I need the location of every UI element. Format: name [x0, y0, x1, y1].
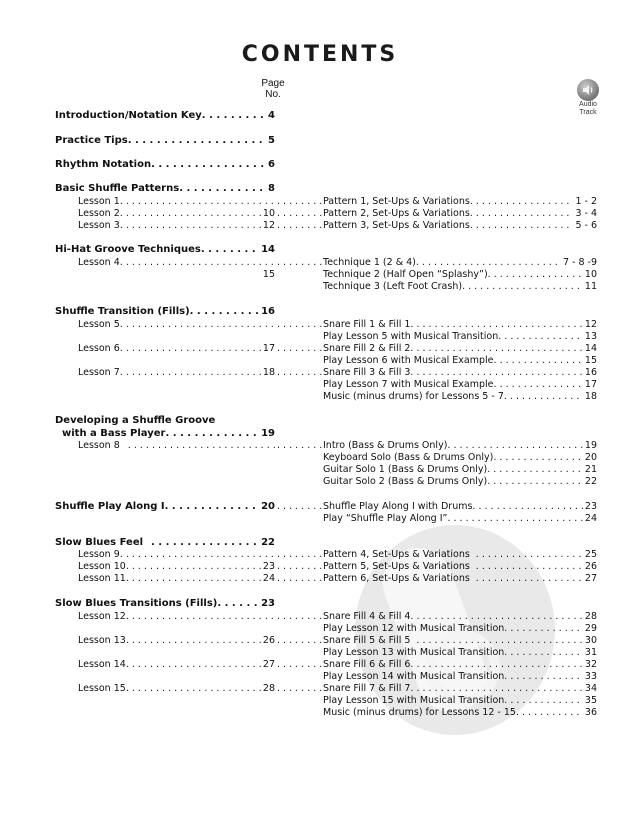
track-number: 19 — [584, 440, 597, 451]
leader-dots — [494, 355, 583, 367]
leader-dots — [120, 319, 275, 331]
lesson-10[interactable] — [78, 561, 275, 573]
lesson-page: 12 — [262, 220, 275, 231]
toc-section-slow-blues-transitions[interactable] — [55, 598, 275, 610]
track-row[interactable] — [323, 683, 597, 695]
section-title: Shuffle Transition (Fills) — [55, 306, 190, 317]
leader-dots — [201, 244, 259, 256]
leader-dots — [516, 707, 583, 719]
section-page: 8 — [268, 183, 275, 194]
toc-section-basic-shuffle[interactable] — [55, 183, 275, 195]
track-title: Guitar Solo 1 (Bass & Drums Only) — [323, 464, 488, 475]
track-number: 28 — [584, 611, 597, 622]
leader-dots — [277, 683, 323, 695]
leader-dots — [447, 513, 582, 525]
track-number: 1 - 2 — [575, 196, 597, 207]
track-title: Play Lesson 7 with Musical Example — [323, 379, 494, 390]
track-title: Technique 3 (Left Foot Crash) — [323, 281, 463, 292]
track-title: Intro (Bass & Drums Only) — [323, 440, 448, 451]
toc-section-shuffle-play-along[interactable] — [55, 501, 275, 513]
lesson-1[interactable] — [78, 196, 275, 208]
track-title: Pattern 1, Set-Ups & Variations — [323, 196, 470, 207]
leader-dots — [120, 257, 275, 269]
track-row[interactable] — [323, 331, 597, 343]
track-number: 20 — [584, 452, 597, 463]
track-row[interactable] — [323, 343, 597, 355]
leader-dots — [504, 695, 583, 707]
track-title: Play Lesson 13 with Musical Transition — [323, 647, 505, 658]
leader-dots — [165, 501, 259, 513]
track-number: 21 — [584, 464, 597, 475]
track-title: Play Lesson 12 with Musical Transition — [323, 623, 505, 634]
leader-dots — [179, 183, 266, 195]
track-title: Snare Fill 3 & Fill 3 — [323, 367, 411, 378]
track-row[interactable] — [323, 647, 597, 659]
lesson-label: Lesson 12 — [78, 611, 126, 622]
track-number: 3 - 4 — [575, 208, 597, 219]
track-title: Pattern 6, Set-Ups & Variations — [323, 573, 470, 584]
leader-dots — [410, 367, 583, 379]
leader-dots — [120, 343, 261, 355]
leader-dots — [410, 611, 583, 623]
toc-section-introduction[interactable] — [55, 110, 275, 122]
track-row[interactable] — [323, 196, 597, 208]
track-row[interactable] — [323, 561, 597, 573]
track-row[interactable] — [323, 379, 597, 391]
track-number: 18 — [584, 391, 597, 402]
lesson-label: Lesson 7 — [78, 367, 120, 378]
track-title: Pattern 2, Set-Ups & Variations — [323, 208, 470, 219]
lesson-4[interactable] — [78, 257, 275, 269]
leader-dots — [504, 671, 583, 683]
leader-dots — [470, 549, 583, 561]
leader-dots — [410, 683, 583, 695]
leader-dots — [165, 428, 259, 440]
track-title: Technique 2 (Half Open “Splashy”) — [323, 269, 488, 280]
audio-label-line2: Track — [579, 109, 597, 116]
section-page: 6 — [268, 159, 275, 170]
leader-dots — [120, 208, 261, 220]
section-title-line2: with a Bass Player — [62, 428, 166, 439]
section-title: Practice Tips — [55, 135, 128, 146]
section-title: Developing a Shuffle Groove — [55, 415, 216, 426]
section-page: 16 — [261, 306, 275, 317]
leader-dots — [277, 549, 323, 561]
lesson-page: 27 — [262, 659, 275, 670]
track-row[interactable] — [323, 367, 597, 379]
track-row[interactable] — [323, 513, 597, 525]
leader-dots — [470, 573, 583, 585]
track-title: Snare Fill 6 & Fill 6 — [323, 659, 411, 670]
track-row[interactable] — [323, 257, 597, 269]
lesson-label: Lesson 5 — [78, 319, 120, 330]
leader-dots — [470, 561, 583, 573]
page-no-header — [252, 78, 294, 100]
lesson-page: 28 — [262, 683, 275, 694]
track-number: 26 — [584, 561, 597, 572]
track-number: 17 — [584, 379, 597, 390]
leader-dots — [470, 208, 574, 220]
speaker-icon — [577, 79, 599, 101]
track-title: Snare Fill 5 & Fill 5 — [323, 635, 411, 646]
track-row[interactable] — [323, 440, 597, 452]
leader-dots — [190, 306, 259, 318]
track-number: 14 — [584, 343, 597, 354]
track-title: Music (minus drums) for Lessons 12 - 15 — [323, 707, 516, 718]
lesson-label: Lesson 14 — [78, 659, 126, 670]
section-title: Slow Blues Feel — [55, 537, 144, 548]
leader-dots — [126, 573, 261, 585]
track-number: 5 - 6 — [575, 220, 597, 231]
track-number: 34 — [584, 683, 597, 694]
lesson-13[interactable] — [78, 635, 275, 647]
lesson-page: 15 — [262, 269, 275, 280]
leader-dots — [120, 549, 275, 561]
section-page: 14 — [261, 244, 275, 255]
page-title: CONTENTS — [241, 42, 399, 67]
leader-dots — [277, 343, 323, 355]
section-title: Shuffle Play Along I — [55, 501, 165, 512]
audio-label-line1: Audio — [579, 101, 597, 108]
leader-dots — [488, 269, 583, 281]
leader-dots — [472, 501, 582, 513]
track-row[interactable] — [323, 611, 597, 623]
leader-dots — [151, 159, 266, 171]
track-number: 23 — [584, 501, 597, 512]
track-number: 30 — [584, 635, 597, 646]
leader-dots — [277, 501, 323, 513]
section-title: Basic Shuffle Patterns — [55, 183, 180, 194]
track-number: 10 — [584, 269, 597, 280]
toc-section-practice-tips[interactable] — [55, 135, 275, 147]
leader-dots — [504, 647, 583, 659]
track-title: Play Lesson 14 with Musical Transition — [323, 671, 505, 682]
track-title: Music (minus drums) for Lessons 5 - 7 — [323, 391, 504, 402]
leader-dots — [277, 257, 323, 269]
track-row[interactable] — [323, 501, 597, 513]
section-title: Slow Blues Transitions (Fills) — [55, 598, 218, 609]
leader-dots — [277, 635, 323, 647]
leader-dots — [410, 635, 583, 647]
track-row[interactable] — [323, 355, 597, 367]
track-row[interactable] — [323, 476, 597, 488]
lesson-label: Lesson 3 — [78, 220, 120, 231]
track-title: Snare Fill 4 & Fill 4 — [323, 611, 411, 622]
leader-dots — [277, 208, 323, 220]
section-page: 5 — [268, 135, 275, 146]
lesson-8[interactable] — [78, 440, 275, 452]
track-row[interactable] — [323, 269, 597, 281]
leader-dots — [277, 659, 323, 671]
leader-dots — [410, 319, 583, 331]
page-no-line1: Page — [261, 78, 285, 89]
lesson-label: Lesson 2 — [78, 208, 120, 219]
lesson-page: 24 — [262, 573, 275, 584]
track-row[interactable] — [323, 549, 597, 561]
leader-dots — [217, 598, 259, 610]
lesson-9[interactable] — [78, 549, 275, 561]
track-row[interactable] — [323, 391, 597, 403]
lesson-11[interactable] — [78, 573, 275, 585]
track-row[interactable] — [323, 623, 597, 635]
section-page: 22 — [261, 537, 275, 548]
leader-dots — [277, 367, 323, 379]
leader-dots — [493, 452, 583, 464]
track-number: 33 — [584, 671, 597, 682]
track-row[interactable] — [323, 695, 597, 707]
leader-dots — [410, 343, 583, 355]
section-title: Hi-Hat Groove Techniques — [55, 244, 201, 255]
lesson-page: 10 — [262, 208, 275, 219]
leader-dots — [277, 611, 323, 623]
track-title: Keyboard Solo (Bass & Drums Only) — [323, 452, 494, 463]
leader-dots — [126, 659, 261, 671]
lesson-label: Lesson 10 — [78, 561, 126, 572]
leader-dots — [120, 196, 275, 208]
track-title: Snare Fill 7 & Fill 7 — [323, 683, 411, 694]
track-row[interactable] — [323, 635, 597, 647]
track-number: 29 — [584, 623, 597, 634]
track-row[interactable] — [323, 707, 597, 719]
track-row[interactable] — [323, 573, 597, 585]
track-number: 12 — [584, 319, 597, 330]
track-title: Technique 1 (2 & 4) — [323, 257, 416, 268]
track-number: 11 — [584, 281, 597, 292]
leader-dots — [277, 561, 323, 573]
leader-dots — [143, 537, 259, 549]
leader-dots — [126, 561, 261, 573]
track-number: 35 — [584, 695, 597, 706]
leader-dots — [277, 440, 323, 452]
toc-section-developing-heading[interactable] — [55, 415, 275, 427]
lesson-label: Lesson 11 — [78, 573, 126, 584]
leader-dots — [128, 135, 266, 147]
track-number: 32 — [584, 659, 597, 670]
leader-dots — [277, 220, 323, 232]
leader-dots — [126, 611, 275, 623]
track-title: Pattern 5, Set-Ups & Variations — [323, 561, 470, 572]
lesson-label: Lesson 4 — [78, 257, 120, 268]
lesson-label: Lesson 15 — [78, 683, 126, 694]
track-row[interactable] — [323, 281, 597, 293]
track-number: 16 — [584, 367, 597, 378]
leader-dots — [120, 367, 261, 379]
audio-track-header — [574, 79, 602, 117]
lesson-page: 26 — [262, 635, 275, 646]
track-title: Shuffle Play Along I with Drums — [323, 501, 473, 512]
leader-dots — [504, 391, 583, 403]
track-number: 7 - 8 -9 — [562, 257, 597, 268]
track-number: 13 — [584, 331, 597, 342]
lesson-12[interactable] — [78, 611, 275, 623]
lesson-14[interactable] — [78, 659, 275, 671]
track-number: 36 — [584, 707, 597, 718]
track-number: 15 — [584, 355, 597, 366]
track-title: Play “Shuffle Play Along I” — [323, 513, 448, 524]
leader-dots — [470, 220, 574, 232]
track-row[interactable] — [323, 464, 597, 476]
lesson-15[interactable] — [78, 683, 275, 695]
leader-dots — [120, 220, 261, 232]
toc-section-shuffle-transition[interactable] — [55, 306, 275, 318]
track-number: 27 — [584, 573, 597, 584]
lesson-page: 18 — [262, 367, 275, 378]
track-row[interactable] — [323, 452, 597, 464]
lesson-page: 17 — [262, 343, 275, 354]
leader-dots — [470, 196, 574, 208]
leader-dots — [126, 635, 261, 647]
track-title: Snare Fill 2 & Fill 2 — [323, 343, 411, 354]
leader-dots — [120, 440, 275, 452]
section-page: 23 — [261, 598, 275, 609]
track-title: Play Lesson 5 with Musical Transition — [323, 331, 499, 342]
toc-section-rhythm-notation[interactable] — [55, 159, 275, 171]
track-number: 22 — [584, 476, 597, 487]
section-page: 4 — [268, 110, 275, 121]
leader-dots — [487, 464, 583, 476]
leader-dots — [126, 683, 261, 695]
lesson-label: Lesson 6 — [78, 343, 120, 354]
leader-dots — [277, 573, 323, 585]
track-title: Guitar Solo 2 (Bass & Drums Only) — [323, 476, 488, 487]
page-no-line2: No. — [265, 89, 281, 100]
section-page: 19 — [261, 428, 275, 439]
toc-section-slow-blues-feel[interactable] — [55, 537, 275, 549]
leader-dots — [410, 659, 583, 671]
leader-dots — [277, 196, 323, 208]
lesson-label: Lesson 8 — [78, 440, 120, 451]
track-title: Pattern 3, Set-Ups & Variations — [323, 220, 470, 231]
track-number: 24 — [584, 513, 597, 524]
section-page: 20 — [261, 501, 275, 512]
lesson-3[interactable] — [78, 220, 275, 232]
leader-dots — [202, 110, 266, 122]
track-number: 31 — [584, 647, 597, 658]
lesson-5[interactable] — [78, 319, 275, 331]
lesson-page: 23 — [262, 561, 275, 572]
lesson-6[interactable] — [78, 343, 275, 355]
lesson-label: Lesson 1 — [78, 196, 120, 207]
track-row[interactable] — [323, 319, 597, 331]
leader-dots — [447, 440, 583, 452]
lesson-2[interactable] — [78, 208, 275, 220]
lesson-7[interactable] — [78, 367, 275, 379]
track-title: Play Lesson 6 with Musical Example — [323, 355, 494, 366]
lesson-label: Lesson 9 — [78, 549, 120, 560]
track-row[interactable] — [323, 671, 597, 683]
track-title: Play Lesson 15 with Musical Transition — [323, 695, 505, 706]
leader-dots — [498, 331, 583, 343]
lesson-label: Lesson 13 — [78, 635, 126, 646]
track-row[interactable] — [323, 659, 597, 671]
track-title: Snare Fill 1 & Fill 1 — [323, 319, 411, 330]
track-row[interactable] — [323, 208, 597, 220]
track-number: 25 — [584, 549, 597, 560]
leader-dots — [494, 379, 583, 391]
toc-section-developing[interactable] — [62, 428, 275, 440]
leader-dots — [277, 319, 323, 331]
leader-dots — [487, 476, 583, 488]
track-title: Pattern 4, Set-Ups & Variations — [323, 549, 470, 560]
section-title: Introduction/Notation Key — [55, 110, 202, 121]
section-title: Rhythm Notation — [55, 159, 152, 170]
leader-dots — [416, 257, 561, 269]
track-row[interactable] — [323, 220, 597, 232]
toc-section-hihat[interactable] — [55, 244, 275, 256]
leader-dots — [462, 281, 583, 293]
leader-dots — [504, 623, 583, 635]
